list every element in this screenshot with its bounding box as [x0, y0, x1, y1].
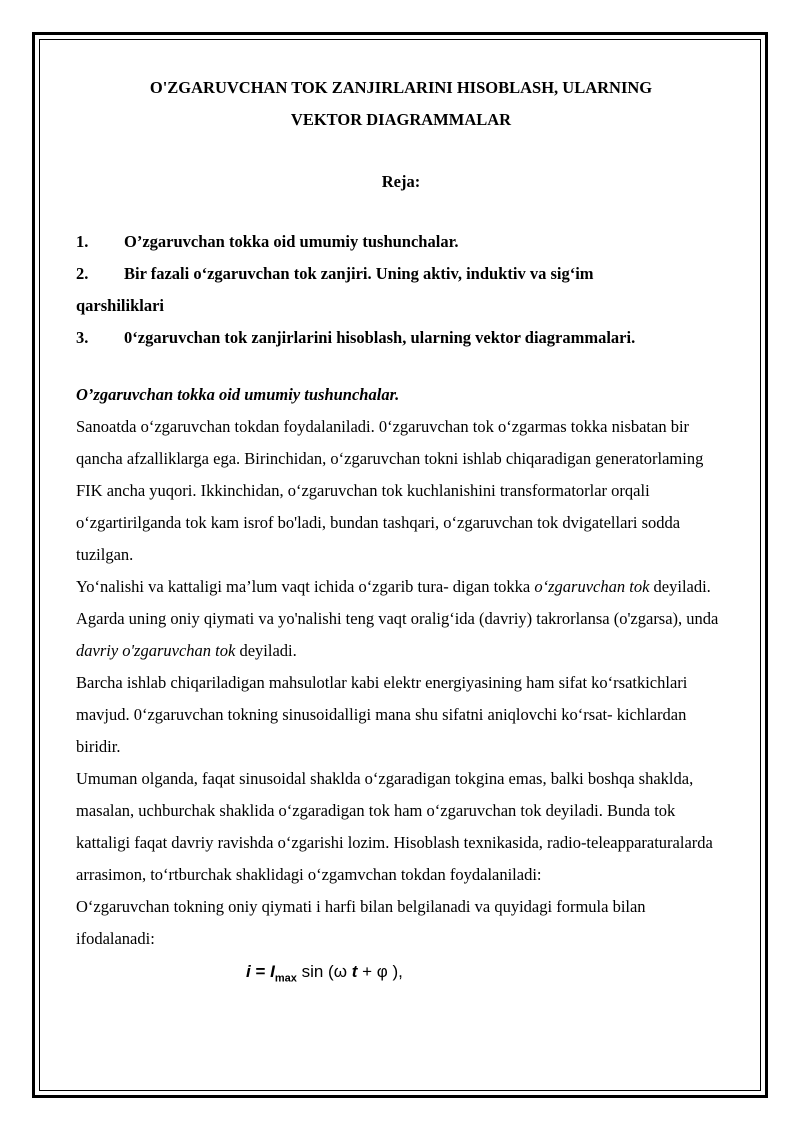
- term-periodic-alternating-current: davriy o'zgaruvchan tok: [76, 641, 236, 660]
- paragraph-4: Umuman olganda, faqat sinusoidal shaklda o‘zgaradigan tokgina emas, balki boshqa shaklda, masalan, uchburchak shaklida o‘zgaradigan tok ham o‘zgaruvchan tok deyiladi. Bunda tok kattaligi faqat davriy ravishda o‘zgarishi lozim. Hisoblash texnikasida, radio-teleapparaturalarda arrasimon, to‘rtburchak shaklidagi o‘zgamvchan tokdan foydalaniladi:: [76, 769, 713, 884]
- formula: [246, 955, 726, 995]
- plan-text: Bir fazali o‘zgaruvchan tok zanjiri. Uning aktiv, induktiv va sig‘im: [124, 264, 594, 283]
- paragraph-1: Sanoatda o‘zgaruvchan tokdan foydalaniladi. 0‘zgaruvchan tok o‘zgarmas tokka nisbatan bir qancha afzalliklarga ega. Birinchidan, o‘zgaruvchan tokni ishlab chiqaradigan generatorlaming FIK ancha yuqori. Ikkinchidan, o‘zgaruvchan tok kuchlanishini transformatorlar orqali o‘zgartirilganda tok kam isrof bo'ladi, bundan tashqari, o‘zgaruvchan tok dvigatellari sodda tuzilgan.: [76, 417, 704, 564]
- plan-number: 2.: [76, 264, 89, 283]
- paragraph-2: [76, 571, 726, 667]
- section-heading: O’zgaruvchan tokka oid umumiy tushunchalar.: [76, 385, 400, 404]
- title-line-1: O'ZGARUVCHAN TOK ZANJIRLARINI HISOBLASH, ULARNING: [149, 78, 653, 97]
- paragraph-2-text: deyiladi.: [235, 641, 297, 660]
- plan-text: O’zgaruvchan tokka oid umumiy tushunchalar.: [124, 232, 459, 251]
- formula-equals: =: [250, 962, 271, 981]
- plan-item-3: [76, 322, 726, 354]
- formula-amplitude: I: [270, 962, 275, 981]
- plan-item-2: [76, 258, 726, 290]
- paragraph-3: Barcha ishlab chiqariladigan mahsulotlar kabi elektr energiyasining ham sifat ko‘rsatkichlari mavjud. 0‘zgaruvchan tokning sinusoidalligi mana shu sifatni aniqlovchi ko‘rsat- kichlardan biridir.: [76, 673, 688, 756]
- formula-t: t: [347, 962, 358, 981]
- formula-sin: sin (: [296, 962, 334, 981]
- formula-lhs: i: [246, 962, 251, 981]
- plan-list: [76, 226, 726, 354]
- formula-phase: + φ ),: [357, 962, 403, 981]
- plan-number: 3.: [76, 328, 89, 347]
- paragraph-5: O‘zgaruvchan tokning oniy qiymati i harfi bilan belgilanadi va quyidagi formula bilan ifodalanadi:: [76, 897, 646, 948]
- document-body: [76, 72, 726, 995]
- plan-number: 1.: [76, 232, 89, 251]
- paragraph-2-text: Yo‘nalishi va kattaligi ma’lum vaqt ichida o‘zgarib tura- digan tokka: [76, 577, 535, 596]
- formula-subscript: max: [274, 972, 297, 985]
- plan-text: 0‘zgaruvchan tok zanjirlarini hisoblash, ularning vektor diagrammalari.: [124, 328, 636, 347]
- formula-omega: ω: [333, 962, 347, 981]
- term-alternating-current: o‘zgaruvchan tok: [534, 577, 650, 596]
- plan-heading: Reja:: [381, 172, 421, 191]
- plan-item-1: [76, 226, 726, 258]
- plan-text: qarshiliklari: [76, 296, 165, 315]
- plan-item-2-cont: [76, 290, 726, 322]
- title-line-2: VEKTOR DIAGRAMMALAR: [290, 110, 512, 129]
- paragraph-2-text: deyiladi. Agarda uning oniy qiymati va yo'nalishi teng vaqt oralig‘ida (davriy) takrorlansa (o'zgarsa), unda: [76, 577, 719, 628]
